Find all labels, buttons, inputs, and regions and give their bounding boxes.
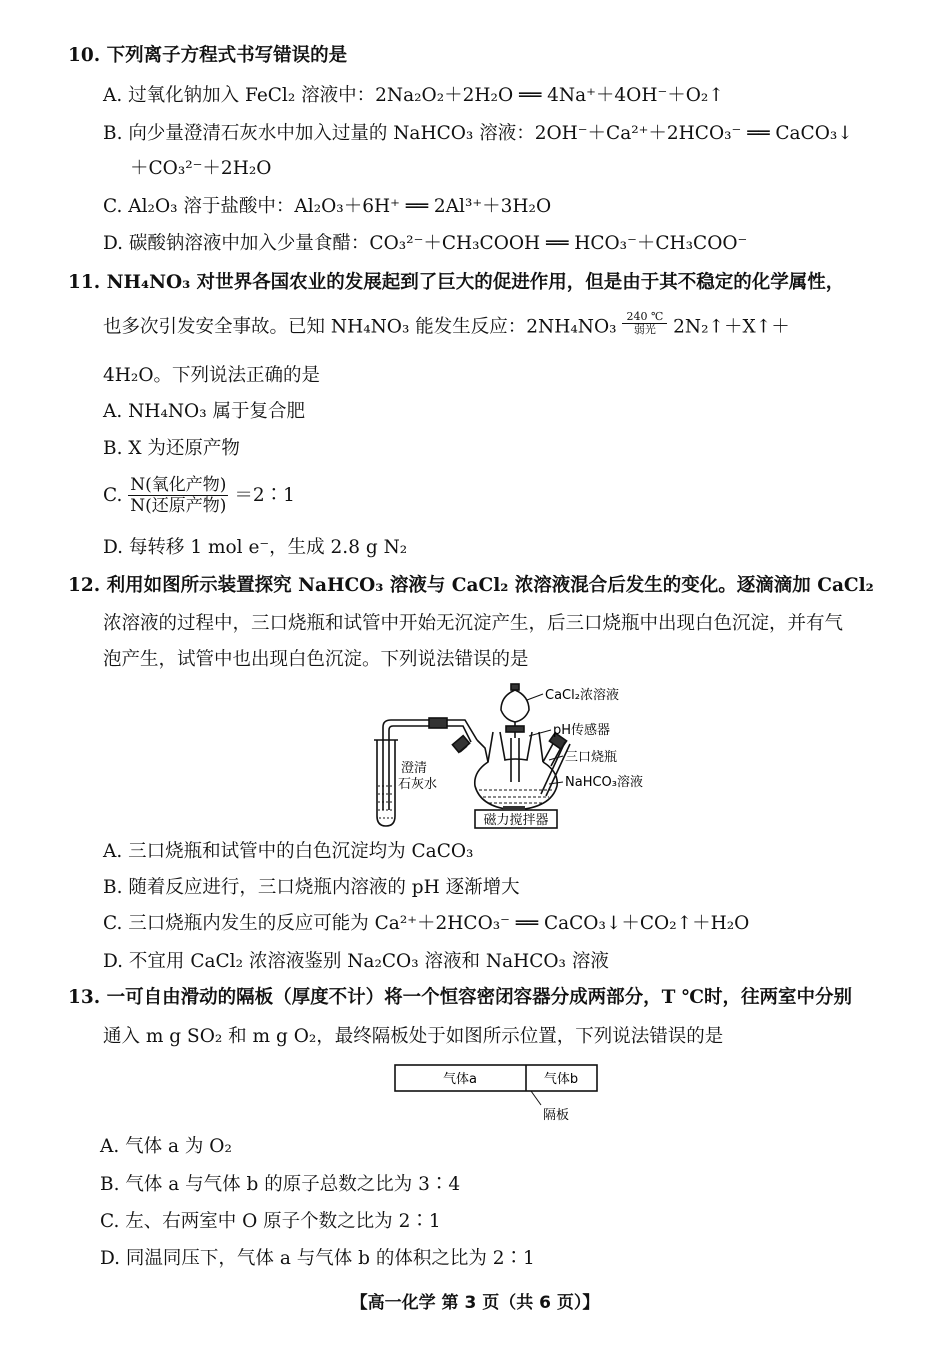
limewater-liquid [378, 786, 394, 818]
q10-option-d: D. 碳酸钠溶液中加入少量食醋：CO₃²⁻＋CH₃COOH ══ HCO₃⁻＋CH₃COO⁻ [103, 233, 748, 254]
condition-temperature: 240 ℃ [622, 311, 667, 324]
q13-stem-line2: 通入 m g SO₂ 和 m g O₂，最终隔板处于如图所示位置，下列说法错误的是 [103, 1026, 724, 1047]
gas-b-label: 气体b [543, 1072, 579, 1087]
reaction-condition [622, 311, 667, 336]
q13-option-a: A. 气体 a 为 O₂ [100, 1136, 232, 1157]
label-cacl2: CaCl₂浓溶液 [545, 688, 619, 703]
apparatus-diagram [365, 682, 665, 830]
q11-option-c [103, 475, 295, 517]
q12-option-b: B. 随着反应进行，三口烧瓶内溶液的 pH 逐渐增大 [103, 877, 520, 898]
q12-option-d: D. 不宜用 CaCl₂ 浓溶液鉴别 Na₂CO₃ 溶液和 NaHCO₃ 溶液 [103, 951, 609, 972]
q12-option-a: A. 三口烧瓶和试管中的白色沉淀均为 CaCO₃ [103, 841, 474, 862]
q11-option-c-label: C. [103, 484, 123, 506]
q12-stem-line1: 12. 利用如图所示装置探究 NaHCO₃ 溶液与 CaCl₂ 浓溶液混合后发生的变化。逐滴滴加 CaCl₂ [68, 575, 874, 596]
q13-option-b: B. 气体 a 与气体 b 的原子总数之比为 3∶4 [100, 1174, 461, 1195]
q10-option-b-line1: B. 向少量澄清石灰水中加入过量的 NaHCO₃ 溶液：2OH⁻＋Ca²⁺＋2HCO₃⁻ ══ CaCO₃↓ [103, 123, 853, 144]
q11-option-b: B. X 为还原产物 [103, 438, 240, 459]
ratio-fraction [128, 475, 228, 517]
delivery-tube [383, 718, 477, 810]
q11-equation-right: 2N₂↑＋X↑＋ [673, 316, 790, 338]
q11-stem-line1: 11. NH₄NO₃ 对世界各国农业的发展起到了巨大的促进作用，但是由于其不稳定的化学属性， [68, 272, 845, 293]
stirrer-label: 磁力搅拌器 [483, 813, 549, 828]
q11-option-c-value: ＝2∶1 [234, 484, 295, 506]
q11-equation-left: 也多次引发安全事故。已知 NH₄NO₃ 能发生反应：2NH₄NO₃ [103, 316, 617, 338]
q11-stem-line2 [103, 310, 790, 340]
test-tube [374, 740, 398, 826]
page-footer: 【高一化学 第 3 页（共 6 页）】 [350, 1293, 600, 1313]
fraction-denominator: N(还原产物) [130, 496, 227, 517]
q13-stem-line1: 13. 一可自由滑动的隔板（厚度不计）将一个恒容密闭容器分成两部分，T ℃时，往两室中分别 [68, 987, 853, 1008]
q10-option-b-line2: ＋CO₃²⁻＋2H₂O [130, 158, 272, 179]
container-diagram [393, 1063, 603, 1125]
three-neck-flask [452, 732, 566, 810]
partition-label: 隔板 [543, 1108, 570, 1123]
label-ph-sensor: pH传感器 [553, 723, 611, 738]
partition-leader [531, 1091, 541, 1105]
q11-option-a: A. NH₄NO₃ 属于复合肥 [103, 401, 306, 422]
gas-a-label: 气体a [443, 1072, 477, 1087]
q10-option-c: C. Al₂O₃ 溶于盐酸中：Al₂O₃＋6H⁺ ══ 2Al³⁺＋3H₂O [103, 196, 552, 217]
q11-option-d: D. 每转移 1 mol e⁻，生成 2.8 g N₂ [103, 537, 408, 558]
q12-stem-line3: 泡产生，试管中也出现白色沉淀。下列说法错误的是 [103, 649, 529, 670]
q13-option-d: D. 同温同压下，气体 a 与气体 b 的体积之比为 2∶1 [100, 1248, 535, 1269]
q10-stem: 10. 下列离子方程式书写错误的是 [68, 45, 348, 66]
q11-stem-line3: 4H₂O。下列说法正确的是 [103, 365, 320, 386]
q13-option-c: C. 左、右两室中 O 原子个数之比为 2∶1 [100, 1211, 441, 1232]
q10-option-a: A. 过氧化钠加入 FeCl₂ 溶液中：2Na₂O₂＋2H₂O ══ 4Na⁺＋4OH⁻＋O₂↑ [103, 85, 724, 106]
q12-stem-line2: 浓溶液的过程中，三口烧瓶和试管中开始无沉淀产生，后三口烧瓶中出现白色沉淀，并有气 [103, 613, 844, 634]
label-flask: 三口烧瓶 [565, 750, 618, 765]
label-limewater-1: 澄清 [401, 761, 428, 776]
label-nahco3: NaHCO₃溶液 [565, 775, 643, 790]
dropping-funnel [501, 684, 529, 782]
label-limewater-2: 石灰水 [398, 777, 438, 792]
magnetic-stirrer [475, 806, 557, 828]
q12-option-c: C. 三口烧瓶内发生的反应可能为 Ca²⁺＋2HCO₃⁻ ══ CaCO₃↓＋CO₂↑＋H₂O [103, 913, 750, 934]
fraction-numerator: N(氧化产物) [130, 475, 227, 495]
condition-light: 弱光 [633, 323, 656, 337]
